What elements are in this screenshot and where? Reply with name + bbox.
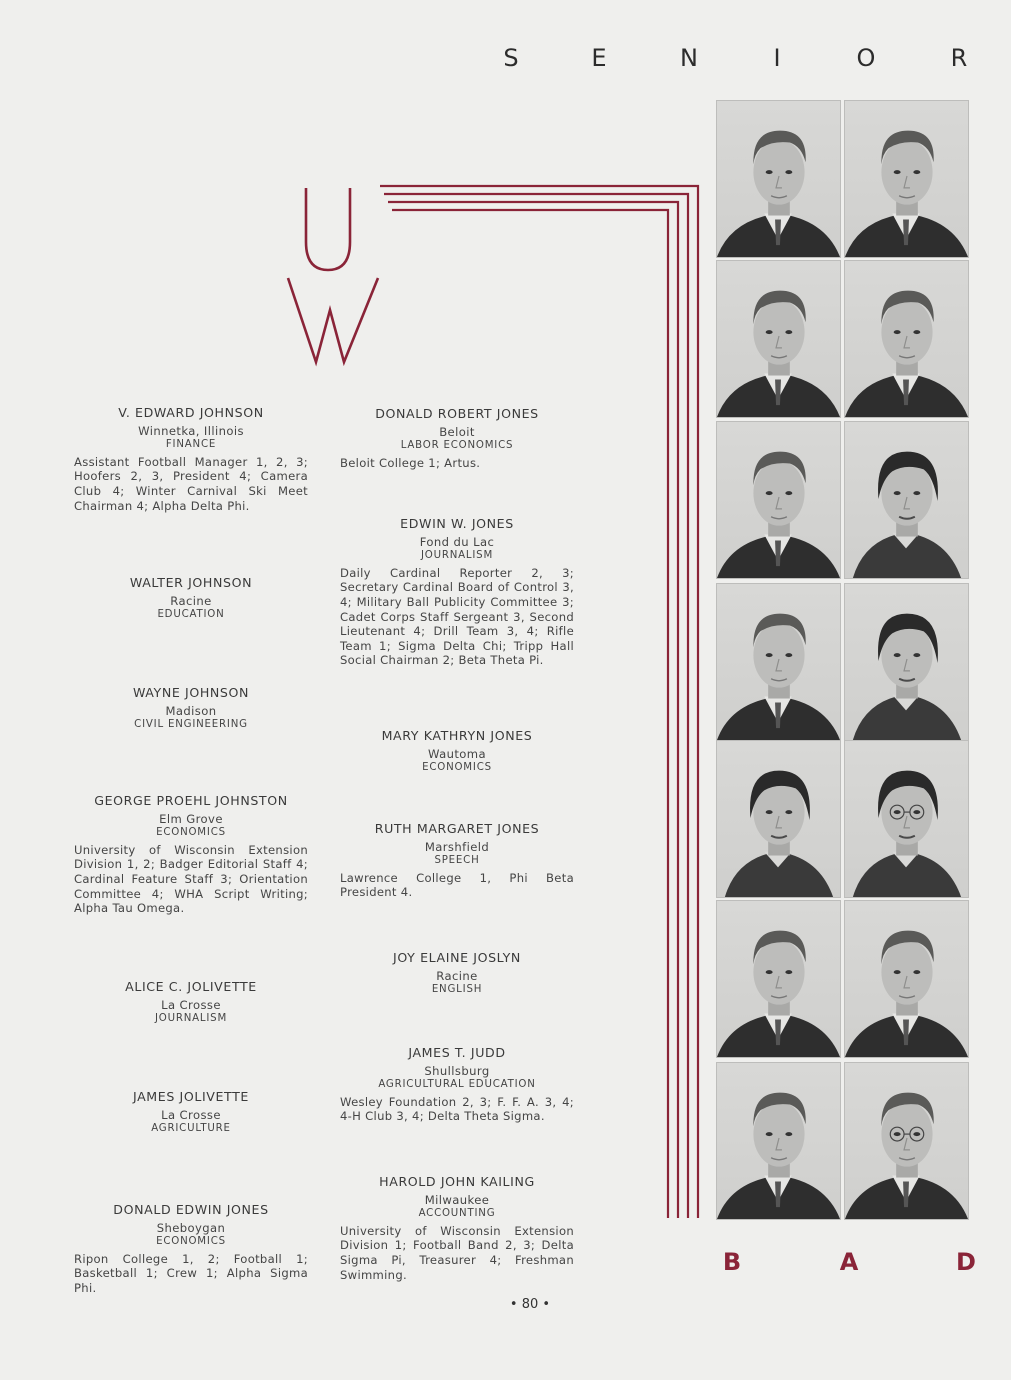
senior-entry <box>340 1175 574 1282</box>
portrait-photo <box>844 1062 969 1220</box>
student-name: ALICE C. JOLIVETTE <box>125 979 257 994</box>
major: ECONOMICS <box>156 1236 226 1248</box>
activities: University of Wisconsin Extension Division 1, 2; Badger Editorial Staff 4; Cardinal Feature Staff 3; Orientation Committee 4; WHA Script Writing; Alpha Tau Omega. <box>74 842 308 916</box>
portrait-figure <box>717 261 840 417</box>
page-number: • 80 • <box>509 1297 551 1312</box>
senior-entry <box>74 406 308 513</box>
student-name: RUTH MARGARET JONES <box>374 821 540 836</box>
portrait-figure <box>845 422 968 578</box>
footer-letter: A <box>839 1248 859 1276</box>
major: JOURNALISM <box>154 1013 228 1025</box>
hometown: Racine <box>436 968 478 983</box>
portrait-photo <box>716 900 841 1058</box>
student-name: WAYNE JOHNSON <box>132 685 250 700</box>
portrait-photo <box>716 583 841 741</box>
portrait-figure <box>845 584 968 740</box>
portrait-photo <box>844 421 969 579</box>
senior-entry <box>340 1046 574 1124</box>
hometown: La Crosse <box>161 1107 221 1122</box>
major: AGRICULTURE <box>151 1123 231 1135</box>
portrait-photo <box>844 260 969 418</box>
senior-entry <box>340 822 574 900</box>
hometown: Racine <box>170 593 212 608</box>
portrait-photo <box>844 583 969 741</box>
student-name: JAMES JOLIVETTE <box>133 1089 249 1104</box>
senior-entry <box>74 794 308 916</box>
activities: Assistant Football Manager 1, 2, 3; Hoofers 2, 3, President 4; Camera Club 4; Winter Carnival Ski Meet Chairman 4; Alpha Delta Phi. <box>74 454 308 513</box>
senior-entry <box>340 951 574 1000</box>
senior-entry <box>74 1203 308 1296</box>
portrait-photo <box>716 1062 841 1220</box>
major: JOURNALISM <box>420 550 494 562</box>
major: FINANCE <box>165 439 217 451</box>
activities: Daily Cardinal Reporter 2, 3; Secretary Cardinal Board of Control 3, 4; Military Ball Publicity Committee 3; Cadet Corps Staff Sergeant 3, Second Lieutenant 4; Drill Team 3, 4; Rifle Team 1; Sigma Delta Chi; Tripp Hall Social Chairman 2; Beta Theta Pi. <box>340 565 574 668</box>
hometown: Milwaukee <box>424 1192 490 1207</box>
portrait-figure <box>717 584 840 740</box>
portrait-photo <box>716 100 841 258</box>
portrait-figure <box>845 101 968 257</box>
header-letter: E <box>591 44 607 72</box>
student-name: DONALD EDWIN JONES <box>113 1202 269 1217</box>
senior-entry <box>340 729 574 778</box>
portrait-figure <box>717 1063 840 1219</box>
portrait-figure <box>845 901 968 1057</box>
student-name: V. EDWARD JOHNSON <box>118 405 264 420</box>
header-letter: O <box>856 44 876 72</box>
student-name: WALTER JOHNSON <box>129 575 253 590</box>
student-name: MARY KATHRYN JONES <box>381 728 533 743</box>
major: EDUCATION <box>157 609 225 621</box>
major: CIVIL ENGINEERING <box>134 719 248 731</box>
footer-letter: D <box>956 1248 976 1276</box>
portrait-grid <box>716 100 970 1220</box>
activities: Lawrence College 1, Phi Beta President 4. <box>340 870 574 900</box>
activities: Ripon College 1, 2; Football 1; Basketball 1; Crew 1; Alpha Sigma Phi. <box>74 1251 308 1295</box>
portrait-photo <box>844 740 969 898</box>
major: SPEECH <box>434 855 480 867</box>
major: ENGLISH <box>431 984 483 996</box>
senior-entry <box>340 517 574 668</box>
hometown: Fond du Lac <box>419 534 495 549</box>
portrait-figure <box>717 741 840 897</box>
portrait-photo <box>716 421 841 579</box>
hometown: Wautoma <box>427 746 486 761</box>
portrait-figure <box>717 901 840 1057</box>
student-name: EDWIN W. JONES <box>400 516 514 531</box>
hometown: Beloit <box>439 424 475 439</box>
header-letter: N <box>680 44 698 72</box>
senior-entry <box>74 980 308 1029</box>
portrait-figure <box>717 101 840 257</box>
major: ECONOMICS <box>422 762 492 774</box>
header-letter: R <box>950 44 968 72</box>
activities: Wesley Foundation 2, 3; F. F. A. 3, 4; 4-H Club 3, 4; Delta Theta Sigma. <box>340 1094 574 1124</box>
major: ACCOUNTING <box>418 1208 496 1220</box>
hometown: Marshfield <box>424 839 490 854</box>
hometown: Winnetka, Illinois <box>138 423 244 438</box>
senior-entry <box>74 1090 308 1139</box>
major: LABOR ECONOMICS <box>400 440 514 452</box>
portrait-photo <box>716 260 841 418</box>
major: AGRICULTURAL EDUCATION <box>378 1079 536 1091</box>
student-name: GEORGE PROEHL JOHNSTON <box>94 793 288 808</box>
activities: University of Wisconsin Extension Division 1; Football Band 2, 3; Delta Sigma Pi, Treasurer 4; Freshman Swimming. <box>340 1223 574 1282</box>
portrait-photo <box>716 740 841 898</box>
senior-entry <box>74 686 308 735</box>
major: ECONOMICS <box>156 827 226 839</box>
student-name: HAROLD JOHN KAILING <box>379 1174 535 1189</box>
senior-entry <box>74 576 308 625</box>
hometown: Sheboygan <box>156 1220 226 1235</box>
student-name: DONALD ROBERT JONES <box>375 406 539 421</box>
portrait-photo <box>844 100 969 258</box>
hometown: Shullsburg <box>424 1063 490 1078</box>
hometown: Elm Grove <box>159 811 223 826</box>
student-name: JOY ELAINE JOSLYN <box>393 950 521 965</box>
footer-letter: B <box>722 1248 742 1276</box>
portrait-photo <box>844 900 969 1058</box>
portrait-figure <box>845 741 968 897</box>
student-name: JAMES T. JUDD <box>408 1045 506 1060</box>
senior-entry <box>340 407 574 470</box>
header-letter: I <box>773 44 781 72</box>
hometown: Madison <box>165 703 217 718</box>
portrait-figure <box>845 261 968 417</box>
portrait-figure <box>845 1063 968 1219</box>
activities: Beloit College 1; Artus. <box>340 455 481 470</box>
portrait-figure <box>717 422 840 578</box>
header-letter: S <box>503 44 519 72</box>
hometown: La Crosse <box>161 997 221 1012</box>
